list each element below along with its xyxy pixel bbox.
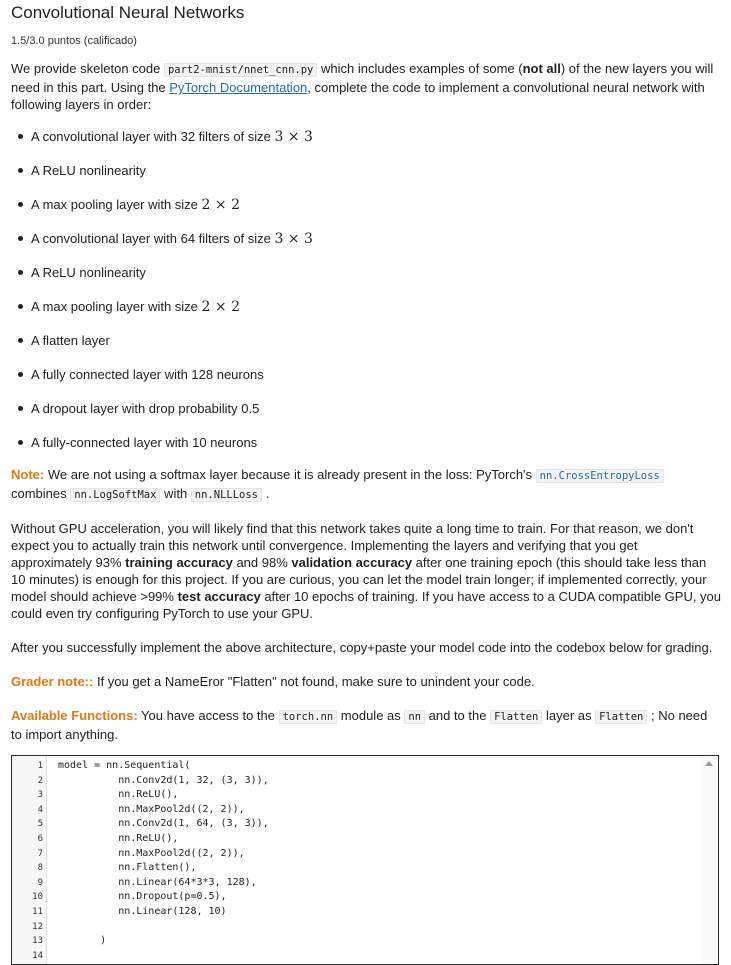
flatten-code: Flatten [490, 710, 542, 724]
code-line[interactable]: 12 [32, 921, 43, 932]
nn-code: nn [404, 710, 425, 724]
instructions-paragraph: After you successfully implement the above architecture, copy+paste your model code into the codebox below for grading. [11, 640, 713, 655]
list-item: A fully-connected layer with 10 neurons [11, 434, 731, 466]
note-paragraph: Note: We are not using a softmax layer because it is already present in the loss: PyTorch's nn.CrossEntropyLoss combines nn.LogSoftMax with nn.NLLLoss . [11, 466, 721, 504]
list-item: A convolutional layer with 32 filters of size 3 × 3 [11, 128, 731, 162]
crossentropy-code[interactable]: nn.CrossEntropyLoss [536, 469, 664, 483]
code-line[interactable]: 11 nn.Linear(128, 10) [32, 905, 227, 917]
grader-note-paragraph: Grader note:: If you get a NameEror "Flatten" not found, make sure to unindent your code. [11, 674, 535, 689]
list-item: A fully connected layer with 128 neurons [11, 366, 731, 400]
logsoftmax-code: nn.LogSoftMax [70, 488, 160, 502]
list-item: A max pooling layer with size 2 × 2 [11, 196, 731, 230]
list-item: A max pooling layer with size 2 × 2 [11, 298, 731, 332]
score-status: 1.5/3.0 puntos (calificado) [11, 35, 137, 47]
code-line[interactable]: 5 nn.Conv2d(1, 64, (3, 3)), [37, 818, 269, 830]
list-item: A ReLU nonlinearity [11, 264, 731, 298]
skeleton-file-code: part2-mnist/nnet_cnn.py [164, 63, 317, 77]
layer-list [11, 128, 731, 466]
problem-title: Convolutional Neural Networks [11, 3, 245, 22]
code-line[interactable]: 13 ) [32, 935, 107, 947]
available-functions-label: Available Functions: [11, 708, 138, 723]
note-label: Note: [11, 467, 45, 482]
code-line[interactable]: 1 model = nn.Sequential( [37, 760, 191, 771]
nllloss-code: nn.NLLLoss [191, 488, 262, 502]
list-item: A ReLU nonlinearity [11, 162, 731, 196]
available-functions-paragraph: Available Functions: You have access to the torch.nn module as nn and to the Flatten layer as Flatten ; No need to import anything. [11, 708, 708, 742]
grader-note-label: Grader note:: [11, 674, 94, 689]
list-item: A dropout layer with drop probability 0.5 [11, 400, 731, 434]
intro-paragraph: We provide skeleton code part2-mnist/nnet_cnn.py which includes examples of some (not all) of the new layers you will need in this part. Using the PyTorch Documentation, complete the code to implement a convolutional neural network with following layers in order: [11, 61, 714, 112]
code-line[interactable]: 10 nn.Dropout(p=0.5), [32, 891, 227, 903]
code-line[interactable]: 3 nn.ReLU(), [37, 789, 179, 801]
code-editor[interactable] [11, 755, 719, 965]
code-line[interactable]: 4 nn.MaxPool2d((2, 2)), [37, 803, 245, 815]
code-line[interactable]: 7 nn.MaxPool2d((2, 2)), [37, 847, 245, 859]
code-line[interactable]: 2 nn.Conv2d(1, 32, (3, 3)), [37, 774, 269, 786]
gpu-paragraph: Without GPU acceleration, you will likely find that this network takes quite a long time to train. For that reason, we don't expect you to actually train this network until convergence. Implementing the layers and verifying that you get approximately 93% training accuracy and 98% validation accuracy after one training epoch (this should take less than 10 minutes) is enough for this project. If you are curious, you can let the model train longer; if implemented correctly, your model should achieve >99% test accuracy after 10 epochs of training. If you have access to a CUDA compatible GPU, you could even try configuring PyTorch to use your GPU. [11, 521, 722, 621]
list-item: A flatten layer [11, 332, 731, 366]
code-line[interactable]: 8 nn.Flatten(), [37, 862, 197, 874]
list-item: A convolutional layer with 64 filters of size 3 × 3 [11, 230, 731, 264]
code-line[interactable]: 9 nn.Linear(64*3*3, 128), [37, 876, 257, 888]
torch-nn-code: torch.nn [279, 710, 338, 724]
code-line[interactable]: 6 nn.ReLU(), [37, 832, 179, 844]
code-content[interactable] [12, 756, 718, 963]
code-line[interactable]: 14 [32, 950, 43, 961]
flatten-alias-code: Flatten [595, 710, 647, 724]
pytorch-docs-link[interactable]: PyTorch Documentation [169, 80, 308, 95]
